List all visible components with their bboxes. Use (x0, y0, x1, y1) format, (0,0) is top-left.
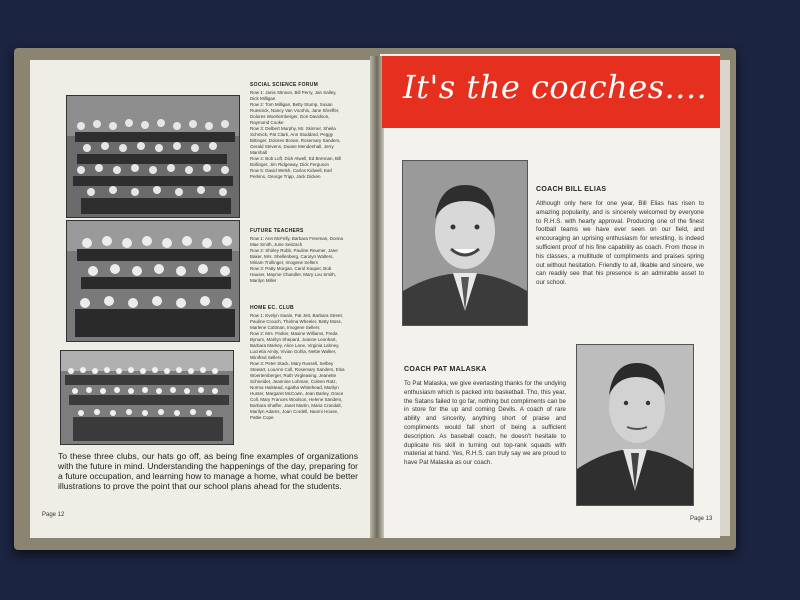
caption-row: Row 3: Delbert Murphy, Mr. Skinner, Sheila Schmick, Pat Clark, Ann Stoddard, Peggy Bittinger, Dolores Brown, Rosemary Sanders, Gerald Stevens, Duane Mendenhall, Jerry Marshall (250, 126, 341, 155)
caption-row: Row 4: Bob Loft, Dick Atwell, Ed Brennan, Bill Bollinger, Jim Ridgeway, Dick Ferguson (250, 156, 342, 167)
section-title: FUTURE TEACHERS (250, 228, 304, 234)
clubs-intro-text: To these three clubs, our hats go off, as being fine examples of organizations with the future in mind. Understanding the happenings of the day, preparing for a future occupation, and learning how to manage a home, what could be better illustrations to prove the point that our school plans ahead for the students. (58, 451, 358, 491)
caption-row: Row 3: Peter Stack, Mary Russell, Selbey Stewart, LouAnn Coll, Rosemary Sanders, Elsa Woertemberger, Ruth Virgleasing, Jeanette Schneider, Jeannine Lohman, Coleen Ratz, Norma Halstead, Agatha Whitehead, Marilyn Hunter, Margaret McCown, Jean Barley, Grace Coll, Mary Frances Woolson, Helene Sanders, Barbara Shaffer, Janet Martin, Maria Crandall, Marilyn Adams, Joan Cordell, Naomi Hoose, Pattie Cope (250, 361, 345, 420)
section-title: SOCIAL SCIENCE FORUM (250, 82, 319, 88)
book-gutter (370, 56, 384, 538)
coach-pat-malaska-photo (576, 344, 694, 506)
caption-row: Row 1: Ann McFelly, Barbara Freeman, Donna Mae Smith, June Seitzach (250, 236, 343, 247)
caption-row: Row 1: Janis Stinson, Bill Perry, Jan Salley, Dick Milligan (250, 90, 337, 101)
social-science-forum-caption (250, 82, 346, 180)
social-science-forum-photo (66, 95, 240, 218)
coach-bill-elias-name: COACH BILL ELIAS (536, 186, 607, 193)
page-number-right: Page 13 (690, 516, 713, 522)
section-title: HOME EC. CLUB (250, 305, 294, 311)
coach-pat-malaska-name: COACH PAT MALASKA (404, 366, 487, 373)
home-ec-club-photo (60, 350, 234, 445)
page-edges (720, 60, 730, 536)
caption-row: Row 3: Patty Morgan, Carol Kauper, Bob Hauser, Mayme Chandler, Mary Lou Smith, Marilyn Miller (250, 266, 337, 283)
caption-row: Row 1: Evelyn Swain, Pat Jett, Barbara Street, Pauline Crouch, Thelma Wheeler, Betty Moss, Marlene Cottman, Imogene Sellers (250, 313, 344, 330)
future-teachers-caption (250, 228, 346, 284)
caption-row: Row 5: David Welsh, Carlos Kidwell, Earl Perkins, George Tripp, Jack Dicken (250, 168, 332, 179)
banner-title: It's the coaches.... (403, 68, 708, 106)
coach-bill-elias-text: Although only here for one year, Bill Elias has risen to amazing popularity, and is sincerely welcomed by everyone to R.H.S. with hearty approval. Producing one of the finest football teams we have ever seen on our field, and encouraging an uprising enthusiasm for wrestling, is indeed sufficient proof of his fine capability as coach. From those in his classes, a multitude of compliments and praises spring out without hesitation. Friendly to all, likable and sincere, we can readily see that his presence is an admirable asset to our school. (536, 200, 704, 287)
caption-row: Row 2: Mrs. Parker, Maxine Williams, Freda Bynum, Marilyn Shepard, Joanne Leonhart, Barbara Markey, Alice Lane, Virginia Lahney, Lucretia Amity, Vivian Gohla, Nettie Walker, Winifred Sellers (250, 331, 340, 360)
caption-row: Row 2: Shirley Rubb, Pauline Reumer, Jane Baker, Mrs. Shellenberg, Carolyn Walters, Miriam Trollinger, Imogene Sellers (250, 248, 338, 265)
coach-bill-elias-photo (402, 160, 528, 326)
future-teachers-photo (66, 220, 240, 342)
caption-row: Row 2: Tom Milligan, Betty Stump, Susan Ruesnick, Nancy Van Voorhis, Jane Shreffer, Dolores Woerlemberger, Don Davidson, Raymond Cooke (250, 102, 340, 125)
home-ec-club-caption (250, 305, 346, 421)
page-number-left: Page 12 (42, 512, 65, 518)
coach-pat-malaska-text: To Pat Malaska, we give everlasting thanks for the undying enthusiasm which is packed into basketball. Tho, this year, the Satans failed to go far, nothing but compliments can be in store for the up and coming Devils. A coach of rare ability and sincerity, anything short of praise and compliments would fall short of being a sufficient description. As baseball coach, he doesn't hesitate to duplicate his skill in turning out top-rank squads with material at hand. Yes, R.H.S. can truly say we are proud to have Pat Malaska as our coach. (404, 380, 566, 467)
